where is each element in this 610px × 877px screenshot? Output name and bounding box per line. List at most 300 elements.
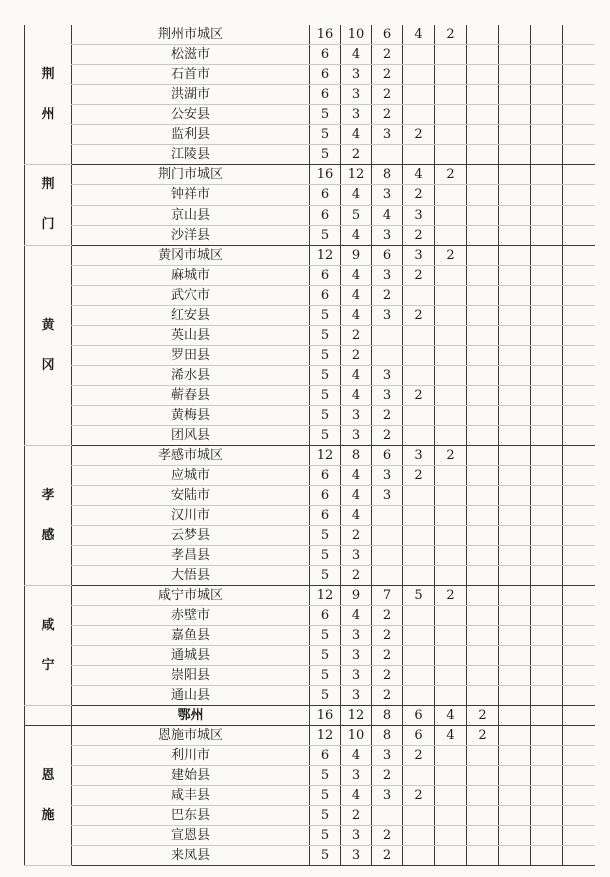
table-row [25, 526, 595, 546]
value-cell: 3 [341, 766, 372, 786]
place-name-cell: 鄂州 [72, 706, 310, 726]
table-row [25, 686, 595, 706]
table-row [25, 266, 595, 286]
place-name-cell: 建始县 [72, 766, 310, 786]
value-cell [467, 346, 499, 366]
value-cell [467, 286, 499, 306]
value-cell: 12 [310, 246, 341, 266]
value-cell [403, 326, 435, 346]
value-cell: 4 [341, 606, 372, 626]
value-cell [403, 426, 435, 446]
value-cell: 12 [310, 586, 341, 606]
value-cell: 10 [341, 25, 372, 45]
region-cell [25, 246, 72, 446]
value-cell [435, 185, 467, 205]
value-cell: 5 [310, 366, 341, 386]
value-cell [435, 786, 467, 806]
value-cell [435, 526, 467, 546]
value-cell [467, 666, 499, 686]
value-cell [531, 225, 563, 245]
value-cell [531, 85, 563, 105]
place-name-cell: 崇阳县 [72, 666, 310, 686]
value-cell [403, 606, 435, 626]
place-name-cell: 通山县 [72, 686, 310, 706]
value-cell [499, 846, 531, 866]
value-cell [499, 165, 531, 185]
value-cell: 6 [310, 85, 341, 105]
value-cell: 5 [310, 125, 341, 145]
value-cell [531, 386, 563, 406]
place-name-cell: 云梦县 [72, 526, 310, 546]
value-cell [531, 466, 563, 486]
value-cell [563, 65, 595, 85]
value-cell [403, 506, 435, 526]
value-cell [467, 846, 499, 866]
value-cell: 5 [310, 786, 341, 806]
table-row [25, 726, 595, 746]
value-cell [531, 45, 563, 65]
region-cell [25, 726, 72, 866]
value-cell: 2 [435, 446, 467, 466]
value-cell [403, 85, 435, 105]
value-cell: 10 [341, 726, 372, 746]
value-cell [403, 846, 435, 866]
region-label-char: 宁 [41, 657, 55, 673]
value-cell: 3 [372, 185, 403, 205]
value-cell [563, 346, 595, 366]
value-cell [531, 205, 563, 225]
place-name-cell: 巴东县 [72, 806, 310, 826]
place-name-cell: 嘉鱼县 [72, 626, 310, 646]
table-row [25, 486, 595, 506]
value-cell [531, 646, 563, 666]
region-label-char: 黄 [41, 317, 55, 333]
place-name-cell: 京山县 [72, 205, 310, 225]
region-label-char: 施 [41, 807, 55, 823]
value-cell [563, 205, 595, 225]
value-cell: 9 [341, 246, 372, 266]
value-cell [372, 526, 403, 546]
value-cell: 12 [341, 706, 372, 726]
value-cell [403, 406, 435, 426]
value-cell [372, 506, 403, 526]
value-cell: 2 [372, 846, 403, 866]
table-row [25, 85, 595, 105]
place-name-cell: 黄梅县 [72, 406, 310, 426]
value-cell [467, 746, 499, 766]
value-cell [467, 566, 499, 586]
value-cell: 3 [372, 266, 403, 286]
value-cell: 2 [341, 145, 372, 165]
value-cell [467, 306, 499, 326]
value-cell: 3 [341, 846, 372, 866]
value-cell [372, 546, 403, 566]
value-cell [467, 266, 499, 286]
value-cell: 2 [403, 306, 435, 326]
place-name-cell: 蕲春县 [72, 386, 310, 406]
value-cell: 3 [403, 205, 435, 225]
place-name-cell: 团风县 [72, 426, 310, 446]
value-cell: 6 [310, 45, 341, 65]
value-cell: 2 [372, 686, 403, 706]
value-cell [531, 706, 563, 726]
value-cell [531, 746, 563, 766]
value-cell: 3 [403, 246, 435, 266]
value-cell [467, 225, 499, 245]
place-name-cell: 恩施市城区 [72, 726, 310, 746]
value-cell [372, 806, 403, 826]
value-cell [403, 105, 435, 125]
value-cell [531, 806, 563, 826]
value-cell [531, 586, 563, 606]
table-row [25, 406, 595, 426]
value-cell: 6 [310, 606, 341, 626]
value-cell [563, 486, 595, 506]
value-cell [435, 45, 467, 65]
value-cell: 2 [403, 746, 435, 766]
table-row [25, 446, 595, 466]
table-row [25, 746, 595, 766]
region-label-char: 州 [41, 106, 55, 122]
value-cell [372, 566, 403, 586]
value-cell: 6 [310, 746, 341, 766]
value-cell [563, 726, 595, 746]
value-cell: 2 [403, 185, 435, 205]
value-cell [563, 706, 595, 726]
value-cell: 2 [372, 406, 403, 426]
value-cell: 6 [310, 205, 341, 225]
value-cell: 2 [341, 346, 372, 366]
value-cell [499, 806, 531, 826]
value-cell [435, 766, 467, 786]
value-cell: 5 [310, 526, 341, 546]
value-cell: 2 [435, 246, 467, 266]
value-cell: 5 [310, 346, 341, 366]
value-cell: 3 [341, 85, 372, 105]
region-cell [25, 446, 72, 586]
value-cell [435, 426, 467, 446]
value-cell [467, 246, 499, 266]
table-row [25, 826, 595, 846]
value-cell: 2 [372, 826, 403, 846]
value-cell [403, 366, 435, 386]
value-cell [499, 386, 531, 406]
value-cell [467, 766, 499, 786]
value-cell: 8 [372, 706, 403, 726]
value-cell [531, 566, 563, 586]
value-cell: 4 [341, 225, 372, 245]
value-cell: 6 [310, 506, 341, 526]
value-cell: 5 [310, 386, 341, 406]
value-cell [563, 286, 595, 306]
value-cell [563, 366, 595, 386]
value-cell [499, 246, 531, 266]
table-row [25, 626, 595, 646]
value-cell [499, 666, 531, 686]
value-cell [531, 546, 563, 566]
value-cell: 5 [310, 846, 341, 866]
value-cell [403, 45, 435, 65]
value-cell [467, 586, 499, 606]
value-cell [499, 686, 531, 706]
value-cell [403, 566, 435, 586]
value-cell: 2 [435, 25, 467, 45]
value-cell [499, 185, 531, 205]
value-cell [499, 566, 531, 586]
value-cell [563, 786, 595, 806]
table-row [25, 185, 595, 205]
place-name-cell: 来凤县 [72, 846, 310, 866]
table-row [25, 706, 595, 726]
value-cell [467, 506, 499, 526]
value-cell: 2 [403, 125, 435, 145]
value-cell [435, 105, 467, 125]
value-cell: 5 [310, 686, 341, 706]
value-cell [531, 185, 563, 205]
value-cell: 16 [310, 25, 341, 45]
value-cell: 3 [341, 65, 372, 85]
value-cell: 3 [372, 746, 403, 766]
table-row [25, 566, 595, 586]
value-cell [563, 846, 595, 866]
value-cell [403, 806, 435, 826]
value-cell: 2 [403, 386, 435, 406]
value-cell [435, 145, 467, 165]
value-cell: 9 [341, 586, 372, 606]
value-cell [435, 606, 467, 626]
value-cell: 6 [403, 706, 435, 726]
value-cell [531, 826, 563, 846]
value-cell: 5 [403, 586, 435, 606]
value-cell [531, 165, 563, 185]
value-cell [563, 586, 595, 606]
value-cell [435, 826, 467, 846]
value-cell: 6 [403, 726, 435, 746]
value-cell: 3 [372, 786, 403, 806]
table-row [25, 606, 595, 626]
value-cell [435, 506, 467, 526]
value-cell: 5 [310, 145, 341, 165]
value-cell [435, 286, 467, 306]
value-cell [499, 85, 531, 105]
value-cell [531, 25, 563, 45]
place-name-cell: 咸丰县 [72, 786, 310, 806]
value-cell: 4 [341, 45, 372, 65]
value-cell [531, 346, 563, 366]
value-cell [531, 286, 563, 306]
value-cell [467, 45, 499, 65]
place-name-cell: 沙洋县 [72, 225, 310, 245]
value-cell: 5 [310, 566, 341, 586]
value-cell [403, 626, 435, 646]
table-row [25, 806, 595, 826]
value-cell [467, 426, 499, 446]
value-cell [467, 105, 499, 125]
value-cell [435, 566, 467, 586]
value-cell [563, 246, 595, 266]
value-cell [467, 205, 499, 225]
value-cell [531, 726, 563, 746]
value-cell [435, 85, 467, 105]
value-cell: 4 [403, 165, 435, 185]
value-cell [563, 566, 595, 586]
table-row [25, 846, 595, 866]
value-cell: 3 [372, 225, 403, 245]
value-cell: 5 [310, 105, 341, 125]
value-cell: 3 [372, 466, 403, 486]
value-cell: 4 [341, 366, 372, 386]
value-cell [499, 726, 531, 746]
value-cell: 2 [372, 626, 403, 646]
value-cell [499, 125, 531, 145]
value-cell [499, 286, 531, 306]
value-cell: 4 [341, 286, 372, 306]
value-cell [563, 386, 595, 406]
place-name-cell: 应城市 [72, 466, 310, 486]
region-label-char: 恩 [41, 767, 55, 783]
value-cell: 12 [310, 446, 341, 466]
value-cell [499, 506, 531, 526]
value-cell [563, 766, 595, 786]
value-cell [435, 366, 467, 386]
value-cell [563, 125, 595, 145]
value-cell: 12 [341, 165, 372, 185]
place-name-cell: 浠水县 [72, 366, 310, 386]
value-cell: 6 [310, 286, 341, 306]
value-cell: 5 [310, 406, 341, 426]
value-cell: 2 [435, 586, 467, 606]
region-label-char: 孝 [41, 487, 55, 503]
value-cell: 3 [341, 406, 372, 426]
value-cell: 8 [341, 446, 372, 466]
value-cell: 3 [372, 366, 403, 386]
table-row [25, 426, 595, 446]
value-cell [563, 546, 595, 566]
value-cell [499, 105, 531, 125]
table-row [25, 25, 595, 45]
value-cell: 2 [372, 105, 403, 125]
value-cell [531, 606, 563, 626]
value-cell [403, 346, 435, 366]
value-cell: 2 [403, 466, 435, 486]
value-cell [531, 366, 563, 386]
value-cell [435, 466, 467, 486]
value-cell: 2 [372, 666, 403, 686]
value-cell: 5 [310, 546, 341, 566]
value-cell [531, 686, 563, 706]
region-label-char: 冈 [41, 357, 55, 373]
value-cell [435, 406, 467, 426]
value-cell [467, 165, 499, 185]
value-cell: 8 [372, 165, 403, 185]
table-row [25, 246, 595, 266]
value-cell [435, 666, 467, 686]
value-cell [499, 366, 531, 386]
value-cell [531, 426, 563, 446]
value-cell [467, 826, 499, 846]
value-cell: 6 [310, 486, 341, 506]
value-cell: 5 [310, 626, 341, 646]
region-label-char: 荆 [41, 66, 55, 82]
value-cell: 4 [341, 506, 372, 526]
value-cell [563, 806, 595, 826]
value-cell [467, 125, 499, 145]
value-cell [435, 65, 467, 85]
value-cell [499, 826, 531, 846]
value-cell [467, 786, 499, 806]
place-name-cell: 安陆市 [72, 486, 310, 506]
value-cell: 4 [341, 185, 372, 205]
value-cell: 5 [310, 426, 341, 446]
value-cell [467, 326, 499, 346]
table-row [25, 306, 595, 326]
value-cell: 6 [372, 246, 403, 266]
place-name-cell: 江陵县 [72, 145, 310, 165]
value-cell: 3 [372, 486, 403, 506]
table-row [25, 225, 595, 245]
value-cell [467, 546, 499, 566]
value-cell: 6 [372, 446, 403, 466]
value-cell [563, 406, 595, 426]
value-cell: 7 [372, 586, 403, 606]
region-label-char: 感 [41, 527, 55, 543]
value-cell [563, 266, 595, 286]
value-cell [563, 446, 595, 466]
value-cell [531, 125, 563, 145]
place-name-cell: 监利县 [72, 125, 310, 145]
value-cell [403, 546, 435, 566]
value-cell [531, 446, 563, 466]
value-cell [531, 486, 563, 506]
value-cell [563, 646, 595, 666]
value-cell: 3 [341, 826, 372, 846]
value-cell [563, 686, 595, 706]
place-name-cell: 英山县 [72, 326, 310, 346]
place-name-cell: 汉川市 [72, 506, 310, 526]
table-row [25, 386, 595, 406]
value-cell: 4 [435, 726, 467, 746]
value-cell [499, 25, 531, 45]
value-cell: 12 [310, 726, 341, 746]
value-cell [563, 606, 595, 626]
value-cell [435, 306, 467, 326]
table-row [25, 546, 595, 566]
value-cell [435, 626, 467, 646]
place-name-cell: 荆门市城区 [72, 165, 310, 185]
place-name-cell: 石首市 [72, 65, 310, 85]
value-cell [403, 486, 435, 506]
value-cell: 5 [341, 205, 372, 225]
table-row [25, 646, 595, 666]
value-cell: 4 [341, 266, 372, 286]
value-cell [499, 306, 531, 326]
value-cell [499, 626, 531, 646]
value-cell [435, 225, 467, 245]
value-cell: 2 [372, 646, 403, 666]
value-cell [499, 426, 531, 446]
data-table [24, 25, 595, 866]
value-cell [499, 406, 531, 426]
value-cell: 3 [341, 626, 372, 646]
region-label-char: 咸 [41, 617, 55, 633]
value-cell: 4 [341, 486, 372, 506]
region-label-char: 荆 [41, 177, 55, 192]
value-cell: 16 [310, 706, 341, 726]
value-cell [435, 266, 467, 286]
table-row [25, 786, 595, 806]
value-cell [403, 286, 435, 306]
value-cell [435, 486, 467, 506]
